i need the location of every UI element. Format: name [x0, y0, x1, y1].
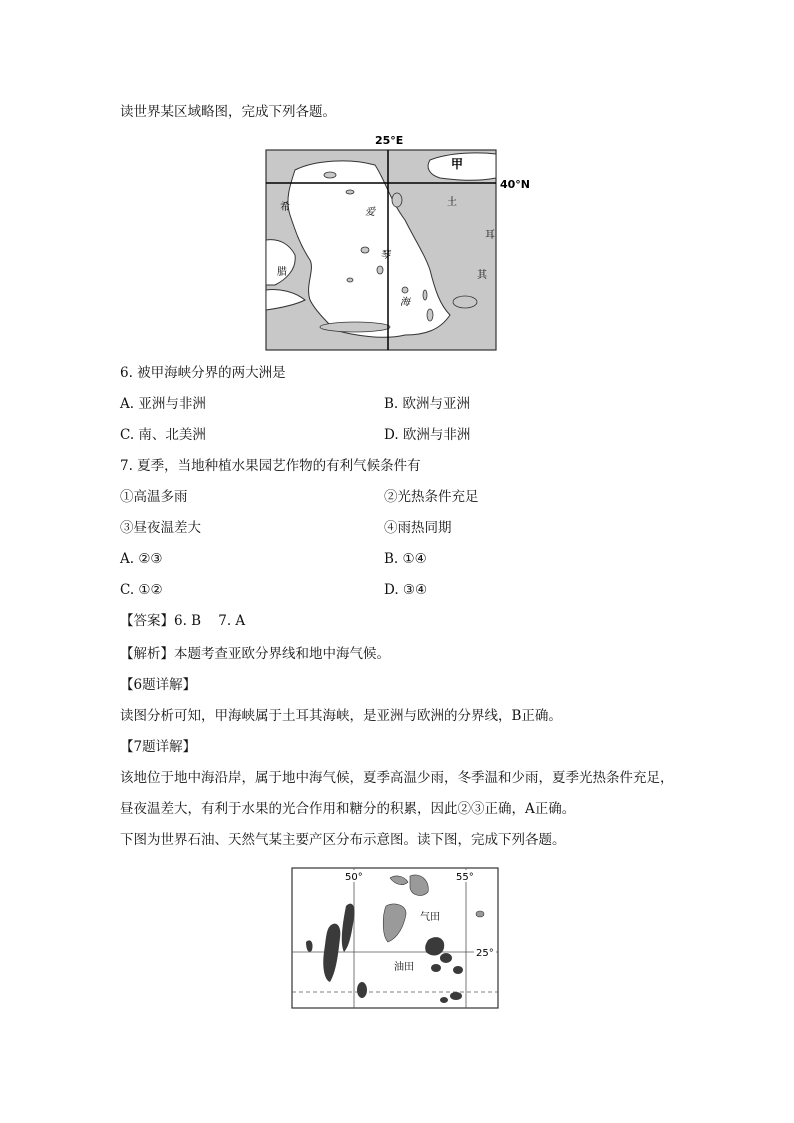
map1-lat-label: 40°N	[500, 178, 531, 191]
map2-lat25-label: 25°	[476, 948, 494, 959]
q7-option-c: C. ①②	[120, 582, 163, 598]
q6-detail-heading: 【6题详解】	[120, 677, 197, 693]
q7-option-b: B. ①④	[384, 551, 427, 567]
q7-detail-heading: 【7题详解】	[120, 739, 197, 755]
q7-item-3: ③昼夜温差大	[120, 520, 201, 536]
island	[324, 172, 336, 178]
map2-lon55-label: 55°	[456, 872, 474, 883]
oil-field	[440, 997, 448, 1003]
map2-lon50-label: 50°	[345, 872, 363, 883]
island-crete	[320, 322, 390, 332]
q7-item-2: ②光热条件充足	[384, 489, 479, 505]
gas-label: 气田	[420, 912, 440, 923]
oil-label: 油田	[394, 962, 414, 973]
oil-field	[440, 953, 452, 963]
q6-option-b: B. 欧洲与亚洲	[384, 396, 471, 412]
answer-line: 【答案】6. B 7. A	[120, 613, 246, 629]
label-xi: 希	[280, 202, 290, 213]
q7-stem: 7. 夏季，当地种植水果园艺作物的有利气候条件有	[120, 458, 421, 474]
island	[427, 309, 433, 321]
q7-item-4: ④雨热同期	[384, 520, 452, 536]
island	[346, 190, 354, 194]
island	[423, 290, 427, 300]
island-rhodes	[453, 296, 477, 308]
q7-option-a: A. ②③	[120, 551, 163, 567]
aegean-map	[255, 130, 545, 355]
label-qi: 其	[477, 270, 487, 281]
label-er: 耳	[485, 230, 495, 241]
oil-field	[357, 982, 367, 998]
label-qin: 琴	[380, 250, 390, 261]
q6-option-a: A. 亚洲与非洲	[120, 396, 206, 412]
map1-lon-label: 25°E	[375, 134, 404, 147]
island	[402, 287, 408, 293]
oil-field	[431, 964, 441, 972]
q7-option-d: D. ③④	[384, 582, 428, 598]
strait-jia-label: 甲	[451, 157, 464, 171]
q7-detail-1: 该地位于地中海沿岸，属于地中海气候，夏季高温少雨，冬季温和少雨，夏季光热条件充足，	[120, 770, 674, 786]
oil-gas-map	[290, 866, 500, 1011]
q6-detail: 读图分析可知，甲海峡属于土耳其海峡，是亚洲与欧洲的分界线，B正确。	[120, 708, 562, 724]
label-hai: 海	[400, 297, 410, 308]
island	[361, 247, 369, 253]
oil-field	[453, 966, 463, 974]
q6-option-c: C. 南、北美洲	[120, 427, 206, 443]
analysis-line: 【解析】本题考查亚欧分界线和地中海气候。	[120, 646, 390, 662]
gas-field	[476, 911, 484, 917]
island	[392, 193, 402, 207]
question-intro-1: 读世界某区域略图，完成下列各题。	[120, 104, 336, 120]
label-ai: 爱	[365, 207, 375, 218]
q7-item-1: ①高温多雨	[120, 489, 188, 505]
q6-stem: 6. 被甲海峡分界的两大洲是	[120, 365, 286, 381]
label-tu: 土	[447, 197, 457, 208]
island	[347, 278, 353, 282]
label-la: 腊	[277, 267, 287, 278]
oil-field	[450, 992, 462, 1000]
map2-frame	[292, 868, 498, 1008]
q6-option-d: D. 欧洲与非洲	[384, 427, 471, 443]
question-intro-2: 下图为世界石油、天然气某主要产区分布示意图。读下图，完成下列各题。	[120, 832, 566, 848]
island	[377, 266, 383, 274]
q7-detail-2: 昼夜温差大，有利于水果的光合作用和糖分的积累，因此②③正确，A正确。	[120, 801, 576, 817]
